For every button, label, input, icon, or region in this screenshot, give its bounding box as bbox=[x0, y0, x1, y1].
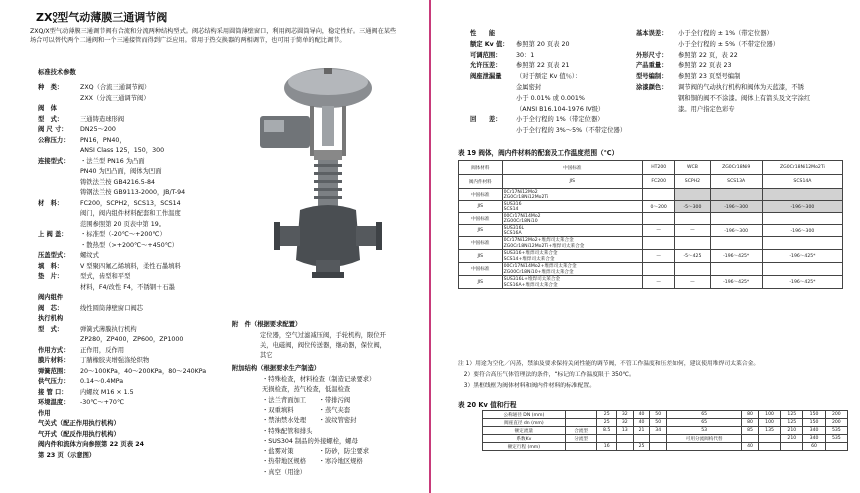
table-header-cell: 阀体材料 bbox=[459, 161, 503, 175]
temperature-cell bbox=[710, 189, 762, 201]
spec-label: 连接型式： bbox=[38, 157, 70, 165]
spec-value: ZP280，ZP400，ZP600，ZP1000 bbox=[80, 336, 184, 343]
spec-value: 正作用，反作用 bbox=[80, 346, 125, 354]
accessories-heading: 附 件（根据要求配置） bbox=[232, 321, 302, 328]
table-row bbox=[483, 419, 848, 427]
standard-cell: JIS bbox=[459, 276, 503, 289]
temperature-cell: — bbox=[675, 225, 710, 237]
table-header-cell: SCPH2 bbox=[675, 175, 710, 189]
table-cell: 125 bbox=[781, 411, 803, 419]
temperature-cell bbox=[710, 263, 762, 276]
spec-value: 漆。用户指定色彩专 bbox=[678, 105, 735, 113]
table-cell: 16 bbox=[597, 443, 616, 451]
spec-label: 阀内件和流体方向参照第 22 页表 24 bbox=[38, 441, 144, 448]
note-line: 2）要符合高压气体管理法的条件，“标记的工作温度限于 350℃。 bbox=[458, 372, 635, 378]
spec-label: 垫 片： bbox=[38, 273, 64, 280]
temperature-cell bbox=[762, 213, 842, 225]
spec-label: 膜片材料： bbox=[38, 357, 70, 364]
table-cell: 340 bbox=[803, 435, 825, 443]
spec-label: 上 阀 盖： bbox=[38, 231, 68, 238]
spec-label: 性 能 bbox=[470, 30, 496, 37]
page-fold-divider bbox=[429, 0, 431, 493]
material-line: SUS316L bbox=[503, 225, 525, 231]
temperature-cell: 0～200 bbox=[643, 201, 675, 213]
spec-value: ・标准型（-20℃～+200℃） bbox=[80, 231, 166, 238]
table-header-cell: SCS14A bbox=[762, 175, 842, 189]
standard-cell: JIS bbox=[459, 250, 503, 263]
extra-structure-item: ・热带地区规格 ・寒冷地区规格 bbox=[262, 458, 363, 466]
spec-label: 外形尺寸： bbox=[636, 51, 668, 59]
table-cell: 100 bbox=[758, 419, 780, 427]
material-cell bbox=[502, 201, 642, 213]
table-row bbox=[483, 427, 848, 435]
table-cell: 535 bbox=[825, 435, 847, 443]
material-cell bbox=[502, 213, 642, 225]
table-cell: 50 bbox=[650, 411, 667, 419]
table-cell: 8.5 bbox=[597, 427, 616, 435]
table-cell: 80 bbox=[742, 419, 759, 427]
spec-label: 作用 bbox=[38, 409, 51, 417]
table-cell: 40 bbox=[633, 411, 650, 419]
spec-label: 种 类： bbox=[38, 84, 64, 91]
spec-label: 气开式（配反作用执行机构） bbox=[38, 430, 120, 438]
table-cell bbox=[565, 443, 597, 451]
table-cell: 65 bbox=[667, 411, 742, 419]
standard-cell: 中国标准 bbox=[459, 213, 503, 225]
spec-label: 作用方式： bbox=[38, 346, 70, 354]
table-cell bbox=[758, 443, 780, 451]
spec-label: 执行机构 bbox=[38, 315, 64, 322]
spec-label: 接 管 口： bbox=[38, 388, 68, 396]
spec-value: ・散热型（>+200℃～+450℃） bbox=[80, 241, 179, 249]
spec-label: 阀 体 bbox=[38, 105, 57, 112]
material-cell bbox=[502, 237, 642, 250]
material-line: SCS14+堆焊司太莱合金 bbox=[503, 257, 555, 262]
spec-value: 调节阀的气动执行机构和阀体为天蓝漆，不锈 bbox=[678, 84, 804, 91]
spec-value: 丁腈橡胶夹增强涤纶织物 bbox=[80, 357, 150, 364]
spec-value: 0.14～0.4MPa bbox=[80, 378, 124, 385]
spec-value: 弹簧式薄膜执行机构 bbox=[80, 325, 137, 333]
table-cell: 135 bbox=[758, 427, 780, 435]
table-cell bbox=[597, 435, 616, 443]
temperature-cell: -5～300 bbox=[675, 201, 710, 213]
material-line: SCS16A+堆焊司太莱合金 bbox=[503, 283, 558, 288]
material-line: ZG0Cr18Ni12Mo2Ti+堆焊司太莱合金 bbox=[503, 244, 585, 249]
table-header-cell: ZG0Cr18Ni12Mo2Ti bbox=[762, 161, 842, 175]
temperature-cell: -196～300 bbox=[710, 225, 762, 237]
table-cell: 21 bbox=[633, 427, 650, 435]
extra-structure-item: ・真空（用途） bbox=[262, 468, 307, 476]
standard-cell: JIS bbox=[459, 225, 503, 237]
temperature-cell bbox=[762, 189, 842, 201]
table-cell: 阀座直径 dn (mm) bbox=[483, 419, 566, 427]
spec-value: 小于全行程的 3%～5%（不带定位器） bbox=[516, 127, 627, 135]
temperature-cell: — bbox=[643, 250, 675, 263]
spec-value: 小于全行程的 ± 1%（带定位器） bbox=[678, 30, 773, 37]
spec-value: FC200，SCPH2，SCS13，SCS14 bbox=[80, 199, 181, 207]
temperature-cell: — bbox=[643, 276, 675, 289]
spec-label: 型号编制： bbox=[636, 73, 668, 81]
table-cell bbox=[565, 411, 597, 419]
material-line: SUS316 bbox=[503, 201, 522, 207]
spec-value: PN16，PN40， bbox=[80, 136, 126, 144]
material-cell bbox=[502, 263, 642, 276]
spec-value: 小于全行程的 ± 5%（不带定位器） bbox=[678, 40, 780, 48]
spec-value: 小于全行程的 1%（带定位器） bbox=[516, 116, 604, 124]
temperature-cell: -196～300 bbox=[762, 201, 842, 213]
table-cell bbox=[616, 435, 633, 443]
spec-label: 供气压力： bbox=[38, 378, 70, 385]
spec-value: （ANSI B16.104-1976 Ⅳ级） bbox=[516, 105, 605, 113]
table-row bbox=[459, 225, 843, 237]
table-cell: 60 bbox=[803, 443, 825, 451]
spec-value: （对于额定 Kv 值％）： bbox=[516, 73, 582, 81]
spec-label: 压盖型式： bbox=[38, 252, 70, 259]
table-cell: 40 bbox=[633, 419, 650, 427]
spec-value: ZXQ（合流三通调节阀） bbox=[80, 84, 151, 91]
table-cell: 额定行程 (mm) bbox=[483, 443, 566, 451]
material-cell bbox=[502, 189, 642, 201]
material-cell bbox=[502, 225, 642, 237]
temperature-cell: -196～425* bbox=[710, 276, 762, 289]
table-cell: 150 bbox=[803, 411, 825, 419]
table-row bbox=[483, 443, 848, 451]
material-temperature-table bbox=[458, 160, 843, 289]
material-line: 0Cr17Ni12Mo2+堆焊司太莱合金 bbox=[503, 238, 574, 243]
note-line: 注 1）用途为空化／闪蒸，禁油及要求保持关闭性能的调节阀，不管工作温度和压差如何，建议使用堆焊司太莱合金。 bbox=[458, 361, 760, 367]
spec-value: 小于 0.01% 或 0.001% bbox=[516, 94, 585, 102]
spec-value: 三通铸造球形阀 bbox=[80, 115, 125, 123]
spec-value: 线性圆筒薄壁窗口阀芯 bbox=[80, 304, 143, 312]
material-line: 0Cr17Ni12Mo2 bbox=[503, 189, 538, 195]
table-cell bbox=[781, 443, 803, 451]
spec-value: 范围参照第 20 页表中第 19。 bbox=[80, 220, 165, 228]
table-cell: 40 bbox=[742, 443, 759, 451]
spec-value: 20～100KPa，40～200KPa，80～240KPa bbox=[80, 367, 207, 375]
extra-structure-item: ・法兰背面加工 ・带排污阀 bbox=[262, 396, 351, 404]
table-row bbox=[459, 263, 843, 276]
standard-cell: 中国标准 bbox=[459, 189, 503, 201]
table-cell: 210 bbox=[781, 427, 803, 435]
table-header-row bbox=[459, 175, 843, 189]
table-cell: 50 bbox=[650, 419, 667, 427]
spec-value: 金属密封 bbox=[516, 84, 542, 91]
material-line: SUS316+堆焊司太莱合金 bbox=[503, 251, 558, 256]
spec-label: 气关式（配正作用执行机构） bbox=[38, 420, 120, 427]
temperature-cell: — bbox=[643, 225, 675, 237]
spec-label: 阀 尺 寸： bbox=[38, 126, 68, 133]
table-cell: 32 bbox=[616, 411, 633, 419]
spec-value: 钢和铜的阀不不涂漆。阀体上有箭头及文字涂红 bbox=[678, 94, 811, 102]
spec-value: -30℃～+70℃ bbox=[80, 399, 125, 406]
spec-label: 可调范围： bbox=[470, 51, 502, 59]
table-cell: 25 bbox=[597, 411, 616, 419]
temperature-cell bbox=[675, 237, 710, 250]
note-line: 3）黑框线框为阀体材料和阀内件材料的标准配置。 bbox=[458, 383, 596, 389]
table-header-cell: FC200 bbox=[643, 175, 675, 189]
temperature-cell: -196～425* bbox=[762, 250, 842, 263]
table-cell: 53 bbox=[667, 427, 742, 435]
extra-structure-item: ・特殊检查，材料检查（制造记录要求） bbox=[262, 376, 376, 383]
temperature-cell bbox=[675, 213, 710, 225]
spec-value: 铸铁法兰按 GB4216.5-84 bbox=[80, 178, 156, 186]
table-cell: 25 bbox=[633, 443, 650, 451]
table-header-cell: 阀内件材料 bbox=[459, 175, 503, 189]
table-cell bbox=[650, 443, 667, 451]
table-row bbox=[459, 201, 843, 213]
temperature-cell bbox=[762, 263, 842, 276]
spec-value: 参照第 23 页型号编制 bbox=[678, 73, 741, 81]
table-row bbox=[459, 189, 843, 201]
extra-structure-item: ・禁油禁水处理 ・波纹管密封 bbox=[262, 417, 357, 425]
spec-value: ・法兰型 PN16 为凸面 bbox=[80, 157, 145, 165]
material-line: SCS16A bbox=[503, 230, 522, 236]
spec-value: 内螺纹 M16 × 1.5 bbox=[80, 388, 134, 396]
spec-label: 型 式： bbox=[38, 325, 64, 333]
spec-label: 回 差： bbox=[470, 116, 502, 124]
table-cell: 系数Kv bbox=[483, 435, 566, 443]
extra-structure-item: ・盐雾对策 ・防砂，防尘要求 bbox=[262, 448, 370, 456]
spec-label: 产品重量： bbox=[636, 62, 668, 70]
spec-value: DN25～200 bbox=[80, 126, 116, 133]
table-cell bbox=[758, 435, 780, 443]
page-title: $ZX^QX$型气动薄膜三通调节阀 bbox=[36, 11, 168, 25]
temperature-cell bbox=[643, 213, 675, 225]
table-cell bbox=[616, 443, 633, 451]
table-header-cell: ZG0Cr18Ni9 bbox=[710, 161, 762, 175]
temperature-cell: -196～300 bbox=[710, 201, 762, 213]
table-cell: 200 bbox=[825, 411, 847, 419]
table-cell: 125 bbox=[781, 419, 803, 427]
temperature-cell: -5～425 bbox=[675, 250, 710, 263]
table-cell: 可用分流阀构代替 bbox=[667, 435, 742, 443]
table-cell bbox=[633, 435, 650, 443]
table-row bbox=[459, 276, 843, 289]
valve-illustration bbox=[240, 60, 390, 280]
table-cell: 65 bbox=[667, 419, 742, 427]
table-cell: 25 bbox=[597, 419, 616, 427]
spec-value: 参照第 22 页，表 22 bbox=[678, 51, 738, 59]
table-cell: 公称通径 DN (mm) bbox=[483, 411, 566, 419]
table-cell bbox=[742, 435, 759, 443]
spec-label: 填 料： bbox=[38, 262, 64, 270]
material-line: ZG00Cr18Ni10+堆焊司太莱合金 bbox=[503, 270, 574, 275]
table-cell: 额定流量 bbox=[483, 427, 566, 435]
table-row bbox=[459, 213, 843, 225]
table-cell: 150 bbox=[803, 419, 825, 427]
material-line: ZG00Cr18Ni10 bbox=[503, 218, 538, 224]
spec-label: 阀内组件 bbox=[38, 294, 64, 301]
kv-stroke-table bbox=[482, 410, 848, 451]
table-header-cell: 中国标准 bbox=[502, 161, 642, 175]
temperature-cell bbox=[710, 213, 762, 225]
spec-value: 螺纹式 bbox=[80, 252, 99, 259]
spec-label: 涂漆颜色： bbox=[636, 84, 668, 91]
spec-value: ZXX（分流三通调节阀） bbox=[80, 94, 150, 102]
extra-structure-item: ・SUS304 制品的外接螺栓，螺母 bbox=[262, 437, 358, 445]
spec-value: 参照第 22 页表 21 bbox=[516, 62, 570, 70]
spec-label: 环境温度： bbox=[38, 399, 70, 406]
accessories-line: 定位器，空气过滤减压阀，手轮机构，限位开 bbox=[260, 332, 386, 339]
standard-cell: 中国标准 bbox=[459, 237, 503, 250]
table-header-cell: SCS13A bbox=[710, 175, 762, 189]
standard-cell: JIS bbox=[459, 201, 503, 213]
table-header-cell: JIS bbox=[502, 175, 642, 189]
temperature-cell bbox=[643, 263, 675, 276]
temperature-cell bbox=[762, 237, 842, 250]
spec-value: PN40 为凹凸面，阀体为凹面 bbox=[80, 168, 162, 175]
temperature-cell: -196～300 bbox=[762, 225, 842, 237]
spec-value: 型式，齿型和平型 bbox=[80, 273, 131, 280]
spec-value: 参照第 20 页表 20 bbox=[516, 40, 570, 48]
table-cell: 210 bbox=[781, 435, 803, 443]
table-cell bbox=[650, 435, 667, 443]
spec-label: 允许压差： bbox=[470, 62, 502, 70]
material-line: SUS316L+堆焊司太莱合金 bbox=[503, 277, 561, 282]
spec-value: ANSI Class 125，150，300 bbox=[80, 147, 165, 154]
table-header-cell: WCB bbox=[675, 161, 710, 175]
spec-label: 第 23 页（示意图） bbox=[38, 451, 96, 459]
temperature-cell: -196～425* bbox=[762, 276, 842, 289]
spec-value: 铸钢法兰按 GB9113-2000，JB/T-94 bbox=[80, 189, 186, 196]
table-cell: 100 bbox=[758, 411, 780, 419]
spec-label: 额定 Kv 值： bbox=[470, 40, 509, 48]
accessories-line: 其它 bbox=[260, 352, 273, 359]
table-header-row bbox=[459, 161, 843, 175]
table19-caption: 表 19 阀体，阀内件材料的配套及工作温度范围（℃） bbox=[458, 149, 619, 157]
table-cell bbox=[565, 419, 597, 427]
spec-label: 基本误差： bbox=[636, 30, 668, 37]
extra-structure-item: 无损检查，蒸气检查，低温检查 bbox=[262, 386, 351, 394]
temperature-cell bbox=[675, 189, 710, 201]
table-row bbox=[483, 435, 848, 443]
material-line: ZG0Cr18Ni12Mo2Ti bbox=[503, 194, 549, 200]
temperature-cell bbox=[643, 189, 675, 201]
table-cell bbox=[825, 443, 847, 451]
spec-label: 阀座泄漏量 bbox=[470, 73, 502, 81]
spec-value: 材料，F4/改性 F4，不锈钢＋石墨 bbox=[80, 283, 175, 291]
extra-structures-heading: 附加结构（根据要求生产制造） bbox=[232, 365, 321, 372]
table-cell: 34 bbox=[650, 427, 667, 435]
temperature-cell bbox=[675, 263, 710, 276]
spec-label: 弹簧范围： bbox=[38, 367, 70, 375]
spec-label: 阀 芯： bbox=[38, 304, 64, 312]
spec-value: V 型聚四氟乙烯填料，柔性石墨填料 bbox=[80, 262, 181, 270]
table-row bbox=[459, 237, 843, 250]
standard-cell: 中国标准 bbox=[459, 263, 503, 276]
spec-value: 30：1 bbox=[516, 51, 535, 59]
spec-label: 公称压力： bbox=[38, 136, 70, 144]
table-cell: 分流型 bbox=[565, 435, 597, 443]
material-line: SCS14 bbox=[503, 206, 519, 212]
temperature-cell: — bbox=[675, 276, 710, 289]
temperature-cell bbox=[710, 237, 762, 250]
extra-structure-item: ・双重填料 ・蒸气夹套 bbox=[262, 406, 351, 414]
material-cell bbox=[502, 250, 642, 263]
table-cell: 80 bbox=[742, 411, 759, 419]
section-heading: 标准技术参数 bbox=[38, 69, 76, 76]
table20-caption: 表 20 Kv 值和行程 bbox=[458, 401, 517, 409]
table-cell: 合流型 bbox=[565, 427, 597, 435]
material-line: 00Cr17Ni14Mo2+堆焊司太莱合金 bbox=[503, 264, 577, 269]
accessories-line: 关，电磁阀，阀位传送器，继动器，保位阀， bbox=[260, 342, 386, 349]
intro-paragraph: ZXQ/X型气动薄膜三通调节阀有合流和分流两种结构型式。阀芯结构采用圆筒薄壁窗口，利用阀芯圆筒导向，稳定性好。三通阀在某些场合可以替代两个二通阀和一个三通接管而得到广泛应用。常用于热交换器的两相调节，也可用于简单的配比调节。 bbox=[30, 28, 397, 44]
table-cell: 340 bbox=[803, 427, 825, 435]
spec-label: 材 料： bbox=[38, 199, 64, 207]
table-cell bbox=[667, 443, 742, 451]
table-cell: 13 bbox=[616, 427, 633, 435]
table-header-cell: HT200 bbox=[643, 161, 675, 175]
material-line: 00Cr17Ni14Mo2 bbox=[503, 213, 541, 219]
table-row bbox=[483, 411, 848, 419]
table-cell: 32 bbox=[616, 419, 633, 427]
extra-structure-item: ・特殊配管和排头 bbox=[262, 427, 313, 435]
temperature-cell bbox=[643, 237, 675, 250]
table-cell: 200 bbox=[825, 419, 847, 427]
table-cell: 535 bbox=[825, 427, 847, 435]
spec-value: 阀门，阀内组件材料配套和工作温度 bbox=[80, 210, 181, 217]
temperature-cell: -196～425* bbox=[710, 250, 762, 263]
table-row bbox=[459, 250, 843, 263]
spec-value: 参照第 22 页表 23 bbox=[678, 62, 732, 70]
material-cell bbox=[502, 276, 642, 289]
spec-label: 型 式： bbox=[38, 115, 64, 123]
table-cell: 85 bbox=[742, 427, 759, 435]
